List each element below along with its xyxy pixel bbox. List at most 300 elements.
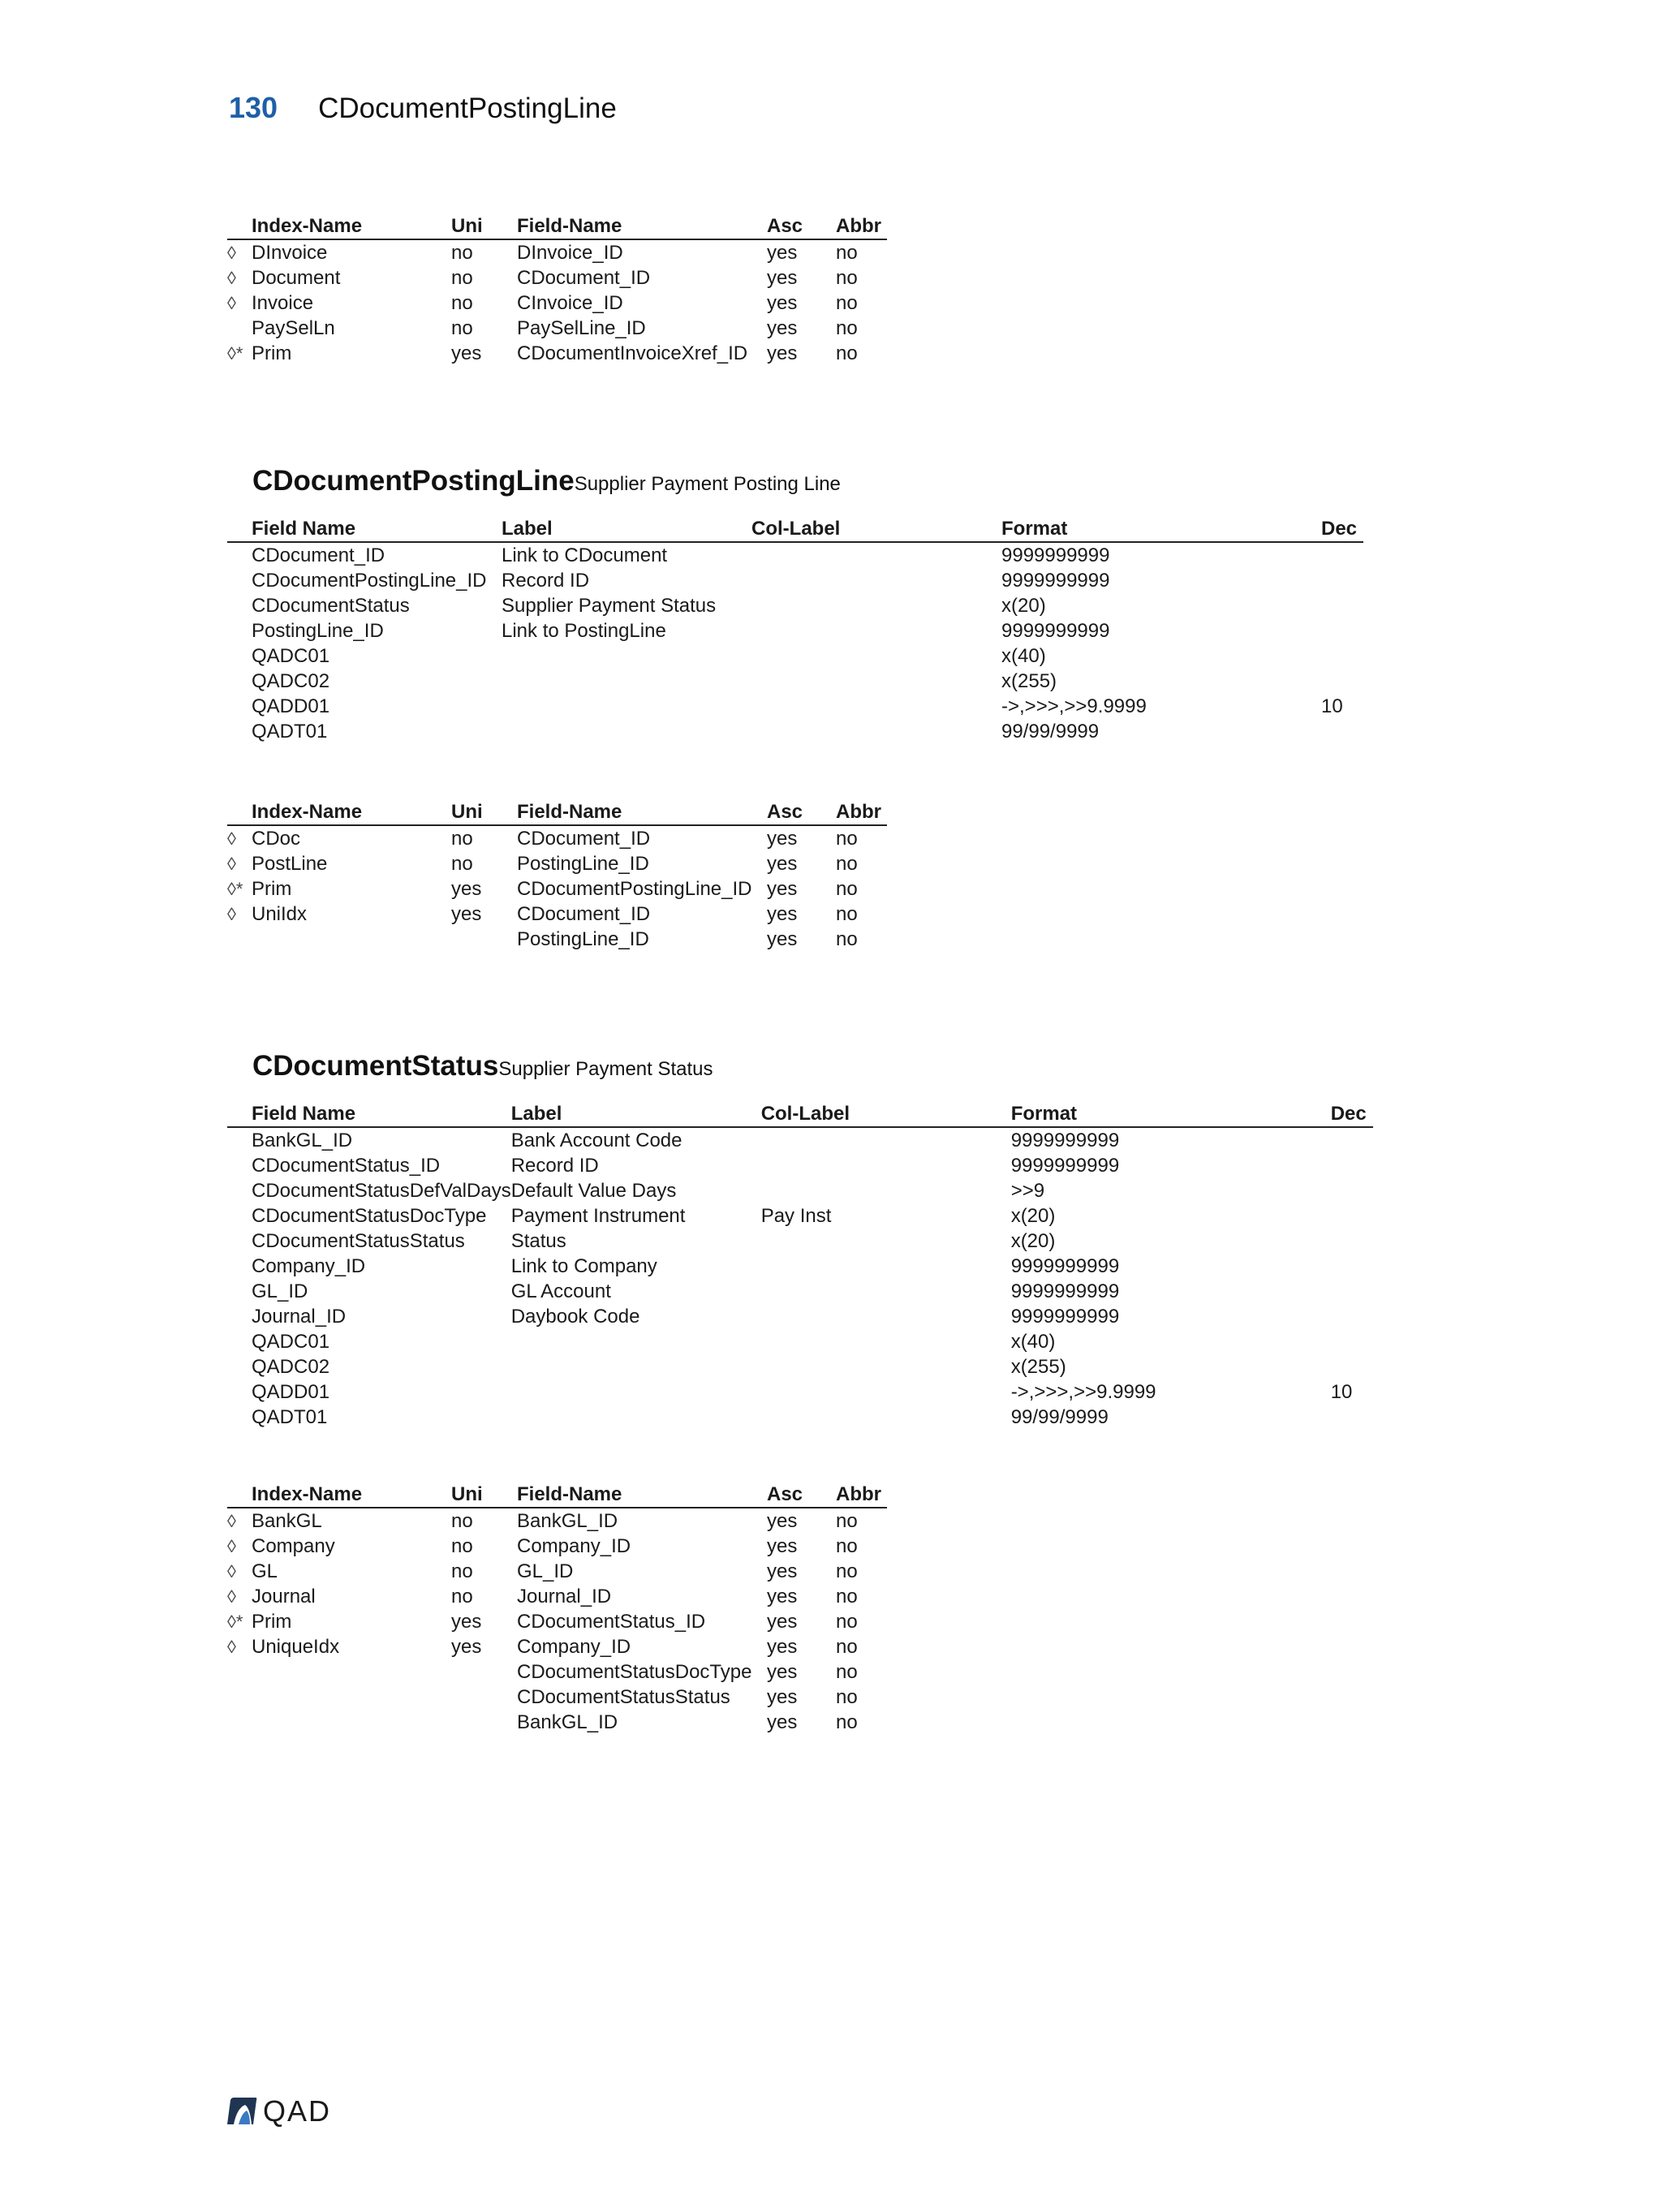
field-row <box>227 643 1363 669</box>
index-unique: no <box>451 1560 473 1582</box>
field-label <box>502 643 751 669</box>
index-row <box>227 1609 887 1634</box>
field-format: x(40) <box>1001 645 1046 667</box>
index-row <box>227 1659 887 1685</box>
abbr-header: Abbr <box>836 213 887 239</box>
col-label-header: Col-Label <box>751 516 1001 542</box>
index-row <box>227 341 887 366</box>
field-row <box>227 1304 1373 1329</box>
field-row <box>227 694 1363 719</box>
field-col-label <box>761 1153 1011 1178</box>
field-format: x(255) <box>1010 1356 1066 1378</box>
index-row <box>227 316 887 341</box>
field-label: Link to CDocument <box>502 544 668 566</box>
field-name: Journal_ID <box>252 1306 347 1328</box>
field-label <box>502 669 751 694</box>
field-dec <box>1321 568 1363 593</box>
index-row <box>227 1508 887 1534</box>
index-asc: yes <box>767 342 798 364</box>
index-field-name: GL_ID <box>517 1560 574 1582</box>
index-row <box>227 1710 887 1735</box>
index-name: Invoice <box>252 292 314 314</box>
field-col-label <box>761 1254 1011 1279</box>
field-name: CDocument_ID <box>252 544 385 566</box>
index-marker: ◊* <box>227 1612 243 1632</box>
index-asc: yes <box>767 903 798 925</box>
field-row <box>227 618 1363 643</box>
marker-header <box>227 213 252 239</box>
field-dec <box>1331 1127 1373 1153</box>
dec-header: Dec <box>1331 1101 1373 1127</box>
field-col-label <box>751 694 1001 719</box>
index-row <box>227 927 887 952</box>
field-label: Supplier Payment Status <box>502 595 717 617</box>
index-header-row <box>227 799 887 825</box>
field-label: Bank Account Code <box>510 1130 682 1151</box>
index-field-name: Company_ID <box>517 1535 631 1557</box>
index-abbr: no <box>836 1711 858 1733</box>
field-col-label <box>761 1178 1011 1203</box>
field-name: CDocumentStatus <box>252 595 410 617</box>
index-unique: yes <box>451 1611 482 1633</box>
field-format: >>9 <box>1010 1180 1045 1202</box>
index-marker: ◊* <box>227 343 243 364</box>
posting-line-field-table <box>227 516 1363 744</box>
index-marker: ◊ <box>227 1561 236 1582</box>
index-asc: yes <box>767 1586 798 1607</box>
index-asc: yes <box>767 1711 798 1733</box>
field-col-label <box>761 1279 1011 1304</box>
index-abbr: no <box>836 1661 858 1683</box>
index-asc: yes <box>767 1611 798 1633</box>
index-name: Journal <box>252 1586 316 1607</box>
field-row <box>227 593 1363 618</box>
index-asc: yes <box>767 317 798 339</box>
index-abbr: no <box>836 1686 858 1708</box>
field-dec <box>1321 542 1363 568</box>
field-name: QADC01 <box>252 645 330 667</box>
field-format: 9999999999 <box>1001 544 1110 566</box>
field-label: GL Account <box>510 1280 611 1302</box>
uni-header: Uni <box>451 799 517 825</box>
marker-header <box>227 1482 252 1508</box>
index-name-header: Index-Name <box>252 1482 451 1508</box>
index-unique: yes <box>451 878 482 900</box>
index-unique: no <box>451 828 473 850</box>
index-asc: yes <box>767 1686 798 1708</box>
qad-logo <box>226 2094 331 2128</box>
index-marker <box>227 927 252 952</box>
index-asc: yes <box>767 828 798 850</box>
running-title: CDocumentPostingLine <box>318 93 617 124</box>
index-unique <box>451 927 517 952</box>
index-row <box>227 239 887 265</box>
index-row <box>227 1634 887 1659</box>
field-label: Record ID <box>502 570 590 592</box>
index-abbr: no <box>836 878 858 900</box>
field-name: BankGL_ID <box>252 1130 353 1151</box>
field-row <box>227 1203 1373 1229</box>
field-row <box>227 1178 1373 1203</box>
index-abbr: no <box>836 292 858 314</box>
index-row <box>227 825 887 851</box>
index-abbr: no <box>836 828 858 850</box>
index-asc: yes <box>767 878 798 900</box>
index-abbr: no <box>836 1535 858 1557</box>
field-row <box>227 542 1363 568</box>
index-row <box>227 902 887 927</box>
table-name: CDocumentPostingLine <box>252 465 575 497</box>
field-col-label <box>751 542 1001 568</box>
field-dec <box>1331 1229 1373 1254</box>
index-asc: yes <box>767 1535 798 1557</box>
format-header: Format <box>1011 1101 1331 1127</box>
field-label: Record ID <box>510 1155 599 1177</box>
index-unique: no <box>451 1586 473 1607</box>
field-format: 9999999999 <box>1010 1306 1120 1328</box>
index-marker <box>227 316 252 341</box>
index-marker: ◊ <box>227 293 236 313</box>
index-name: Document <box>252 267 341 289</box>
index-asc: yes <box>767 928 798 950</box>
index-unique: no <box>451 242 473 264</box>
field-name-header: Field Name <box>252 1101 511 1127</box>
field-dec <box>1331 1329 1373 1354</box>
index-name: CDoc <box>252 828 301 850</box>
field-row <box>227 1254 1373 1279</box>
index-marker <box>227 1659 252 1685</box>
field-row <box>227 1279 1373 1304</box>
index-field-name: CDocumentStatus_ID <box>517 1611 706 1633</box>
index-header-row <box>227 1482 887 1508</box>
index-marker: ◊ <box>227 1586 236 1607</box>
field-name: CDocumentStatusDefValDays <box>252 1180 511 1202</box>
index-abbr: no <box>836 853 858 875</box>
index-asc: yes <box>767 1636 798 1658</box>
index-name <box>252 927 451 952</box>
field-col-label <box>751 618 1001 643</box>
field-dec <box>1331 1254 1373 1279</box>
field-name: QADC02 <box>252 670 330 692</box>
index-abbr: no <box>836 1586 858 1607</box>
index-table-cdocumentinvoicexref <box>227 213 887 366</box>
marker-header <box>227 799 252 825</box>
field-row <box>227 1405 1373 1430</box>
uni-header: Uni <box>451 1482 517 1508</box>
field-format: x(40) <box>1010 1331 1056 1353</box>
index-name: BankGL <box>252 1510 322 1532</box>
field-name-header: Field-Name <box>517 213 767 239</box>
field-format: 9999999999 <box>1001 570 1110 592</box>
index-field-name: BankGL_ID <box>517 1510 618 1532</box>
index-abbr: no <box>836 1636 858 1658</box>
field-dec <box>1321 643 1363 669</box>
index-name-header: Index-Name <box>252 799 451 825</box>
index-row <box>227 265 887 290</box>
uni-header: Uni <box>451 213 517 239</box>
field-col-label <box>761 1304 1011 1329</box>
field-dec: 10 <box>1330 1381 1353 1403</box>
index-marker <box>227 1710 252 1735</box>
index-row <box>227 1534 887 1559</box>
index-name: PaySelLn <box>252 317 335 339</box>
index-abbr: no <box>836 317 858 339</box>
index-unique: yes <box>451 342 482 364</box>
field-header-row <box>227 516 1363 542</box>
index-marker: ◊ <box>227 243 236 263</box>
index-field-name: CDocumentStatusDocType <box>517 1661 752 1683</box>
field-row <box>227 568 1363 593</box>
field-name: Company_ID <box>252 1255 366 1277</box>
field-format: ->,>>>,>>9.9999 <box>1001 695 1147 717</box>
index-field-name: CDocument_ID <box>517 903 651 925</box>
field-dec <box>1331 1354 1373 1379</box>
index-unique: yes <box>451 1636 482 1658</box>
field-label <box>511 1405 761 1430</box>
index-field-name: PaySelLine_ID <box>517 317 646 339</box>
field-format: x(20) <box>1010 1230 1056 1252</box>
field-format: ->,>>>,>>9.9999 <box>1010 1381 1156 1403</box>
status-field-table <box>227 1101 1373 1430</box>
field-dec <box>1331 1203 1373 1229</box>
field-name: GL_ID <box>252 1280 308 1302</box>
asc-header: Asc <box>767 213 836 239</box>
field-label <box>502 719 751 744</box>
field-label <box>511 1329 761 1354</box>
index-name: DInvoice <box>252 242 328 264</box>
field-dec: 10 <box>1321 695 1343 717</box>
index-marker: ◊ <box>227 1536 236 1556</box>
index-header-row <box>227 213 887 239</box>
field-col-label <box>761 1405 1011 1430</box>
field-dec <box>1331 1178 1373 1203</box>
index-asc: yes <box>767 292 798 314</box>
index-asc: yes <box>767 242 798 264</box>
index-field-name: CDocumentPostingLine_ID <box>517 878 752 900</box>
field-name: CDocumentStatusDocType <box>252 1205 487 1227</box>
field-dec <box>1321 669 1363 694</box>
index-field-name: BankGL_ID <box>517 1711 618 1733</box>
index-name: Prim <box>252 1611 292 1633</box>
field-format: x(20) <box>1001 595 1046 617</box>
index-row <box>227 1584 887 1609</box>
field-format: 99/99/9999 <box>1001 721 1100 742</box>
field-row <box>227 1354 1373 1379</box>
posting-line-section-title <box>252 465 841 497</box>
field-col-label <box>751 593 1001 618</box>
index-row <box>227 851 887 876</box>
field-name: QADT01 <box>252 721 328 742</box>
field-label: Status <box>510 1230 566 1252</box>
field-name-header: Field Name <box>252 516 502 542</box>
field-format: 9999999999 <box>1010 1155 1120 1177</box>
index-name: PostLine <box>252 853 328 875</box>
index-marker <box>227 1685 252 1710</box>
index-abbr: no <box>836 928 858 950</box>
status-index-table <box>227 1482 887 1735</box>
field-col-label <box>761 1379 1011 1405</box>
index-abbr: no <box>836 1611 858 1633</box>
field-header-row <box>227 1101 1373 1127</box>
field-row <box>227 719 1363 744</box>
field-dec <box>1331 1279 1373 1304</box>
dec-header: Dec <box>1321 516 1363 542</box>
field-name-header: Field-Name <box>517 1482 767 1508</box>
field-dec <box>1331 1304 1373 1329</box>
index-abbr: no <box>836 1560 858 1582</box>
field-col-label <box>761 1329 1011 1354</box>
label-header: Label <box>502 516 751 542</box>
index-name-header: Index-Name <box>252 213 451 239</box>
index-unique: no <box>451 1510 473 1532</box>
index-unique: no <box>451 1535 473 1557</box>
index-name: Company <box>252 1535 335 1557</box>
index-field-name: CInvoice_ID <box>517 292 623 314</box>
field-label: Link to PostingLine <box>502 620 666 642</box>
field-label <box>511 1379 761 1405</box>
table-description: Supplier Payment Posting Line <box>574 473 841 495</box>
index-field-name: Journal_ID <box>517 1586 612 1607</box>
label-header: Label <box>511 1101 761 1127</box>
field-dec <box>1321 593 1363 618</box>
field-name-header: Field-Name <box>517 799 767 825</box>
field-col-label: Pay Inst <box>760 1205 832 1227</box>
field-format: 9999999999 <box>1010 1130 1120 1151</box>
field-format: x(255) <box>1001 670 1057 692</box>
col-label-header: Col-Label <box>761 1101 1011 1127</box>
field-name: QADD01 <box>252 695 330 717</box>
field-label: Daybook Code <box>510 1306 640 1328</box>
field-name: PostingLine_ID <box>252 620 384 642</box>
index-field-name: CDocumentStatusStatus <box>517 1686 730 1708</box>
asc-header: Asc <box>767 1482 836 1508</box>
status-section-title <box>252 1050 713 1082</box>
index-asc: yes <box>767 853 798 875</box>
field-col-label <box>751 568 1001 593</box>
field-name: QADC02 <box>252 1356 330 1378</box>
index-unique <box>451 1659 517 1685</box>
index-abbr: no <box>836 1510 858 1532</box>
field-name: QADC01 <box>252 1331 330 1353</box>
index-abbr: no <box>836 903 858 925</box>
page-header <box>229 91 617 131</box>
field-col-label <box>751 719 1001 744</box>
index-field-name: Company_ID <box>517 1636 631 1658</box>
field-dec <box>1321 719 1363 744</box>
index-asc: yes <box>767 267 798 289</box>
logo-text: QAD <box>263 2094 332 2128</box>
index-field-name: DInvoice_ID <box>517 242 623 264</box>
index-name <box>252 1710 451 1735</box>
field-format: x(20) <box>1010 1205 1056 1227</box>
index-unique <box>451 1710 517 1735</box>
field-col-label <box>751 643 1001 669</box>
index-abbr: no <box>836 267 858 289</box>
field-format: 99/99/9999 <box>1010 1406 1109 1428</box>
qad-logo-icon <box>226 2097 258 2126</box>
field-format: 9999999999 <box>1010 1255 1120 1277</box>
field-dec <box>1331 1153 1373 1178</box>
index-unique: no <box>451 853 473 875</box>
field-label <box>502 694 751 719</box>
index-name: Prim <box>252 878 292 900</box>
field-dec <box>1331 1405 1373 1430</box>
posting-line-index-table <box>227 799 887 952</box>
field-row <box>227 1379 1373 1405</box>
field-col-label <box>751 669 1001 694</box>
field-row <box>227 1153 1373 1178</box>
index-field-name: CDocument_ID <box>517 828 651 850</box>
index-name: GL <box>252 1560 278 1582</box>
index-row <box>227 876 887 902</box>
index-unique: no <box>451 292 473 314</box>
field-format: 9999999999 <box>1001 620 1110 642</box>
abbr-header: Abbr <box>836 1482 887 1508</box>
index-unique: yes <box>451 903 482 925</box>
field-row <box>227 1229 1373 1254</box>
field-name: CDocumentStatus_ID <box>252 1155 441 1177</box>
index-name: Prim <box>252 342 292 364</box>
index-asc: yes <box>767 1510 798 1532</box>
index-asc: yes <box>767 1560 798 1582</box>
index-unique: no <box>451 267 473 289</box>
index-marker: ◊ <box>227 1637 236 1657</box>
index-field-name: PostingLine_ID <box>517 928 649 950</box>
field-row <box>227 1127 1373 1153</box>
index-marker: ◊ <box>227 854 236 874</box>
table-description: Supplier Payment Status <box>498 1058 713 1080</box>
field-dec <box>1321 618 1363 643</box>
field-row <box>227 1329 1373 1354</box>
field-name: QADT01 <box>252 1406 328 1428</box>
index-marker: ◊ <box>227 268 236 288</box>
field-label: Payment Instrument <box>510 1205 686 1227</box>
index-name: UniIdx <box>252 903 308 925</box>
format-header: Format <box>1001 516 1321 542</box>
index-unique: no <box>451 317 473 339</box>
index-marker: ◊ <box>227 904 236 924</box>
field-label: Default Value Days <box>510 1180 677 1202</box>
field-label: Link to Company <box>510 1255 657 1277</box>
field-name: CDocumentPostingLine_ID <box>252 570 487 592</box>
field-row <box>227 669 1363 694</box>
index-field-name: CDocumentInvoiceXref_ID <box>517 342 748 364</box>
field-format: 9999999999 <box>1010 1280 1120 1302</box>
index-asc: yes <box>767 1661 798 1683</box>
index-unique <box>451 1685 517 1710</box>
index-row <box>227 1559 887 1584</box>
field-col-label <box>761 1229 1011 1254</box>
index-abbr: no <box>836 342 858 364</box>
index-row <box>227 290 887 316</box>
asc-header: Asc <box>767 799 836 825</box>
field-name: CDocumentStatusStatus <box>252 1230 465 1252</box>
index-name: UniqueIdx <box>252 1636 340 1658</box>
index-marker: ◊ <box>227 828 236 849</box>
field-label <box>511 1354 761 1379</box>
index-field-name: CDocument_ID <box>517 267 651 289</box>
index-name <box>252 1659 451 1685</box>
field-col-label <box>761 1354 1011 1379</box>
field-col-label <box>761 1127 1011 1153</box>
abbr-header: Abbr <box>836 799 887 825</box>
table-name: CDocumentStatus <box>252 1050 499 1082</box>
index-field-name: PostingLine_ID <box>517 853 649 875</box>
page-number: 130 <box>229 91 278 124</box>
index-marker: ◊* <box>227 879 243 899</box>
index-name <box>252 1685 451 1710</box>
index-marker: ◊ <box>227 1511 236 1531</box>
